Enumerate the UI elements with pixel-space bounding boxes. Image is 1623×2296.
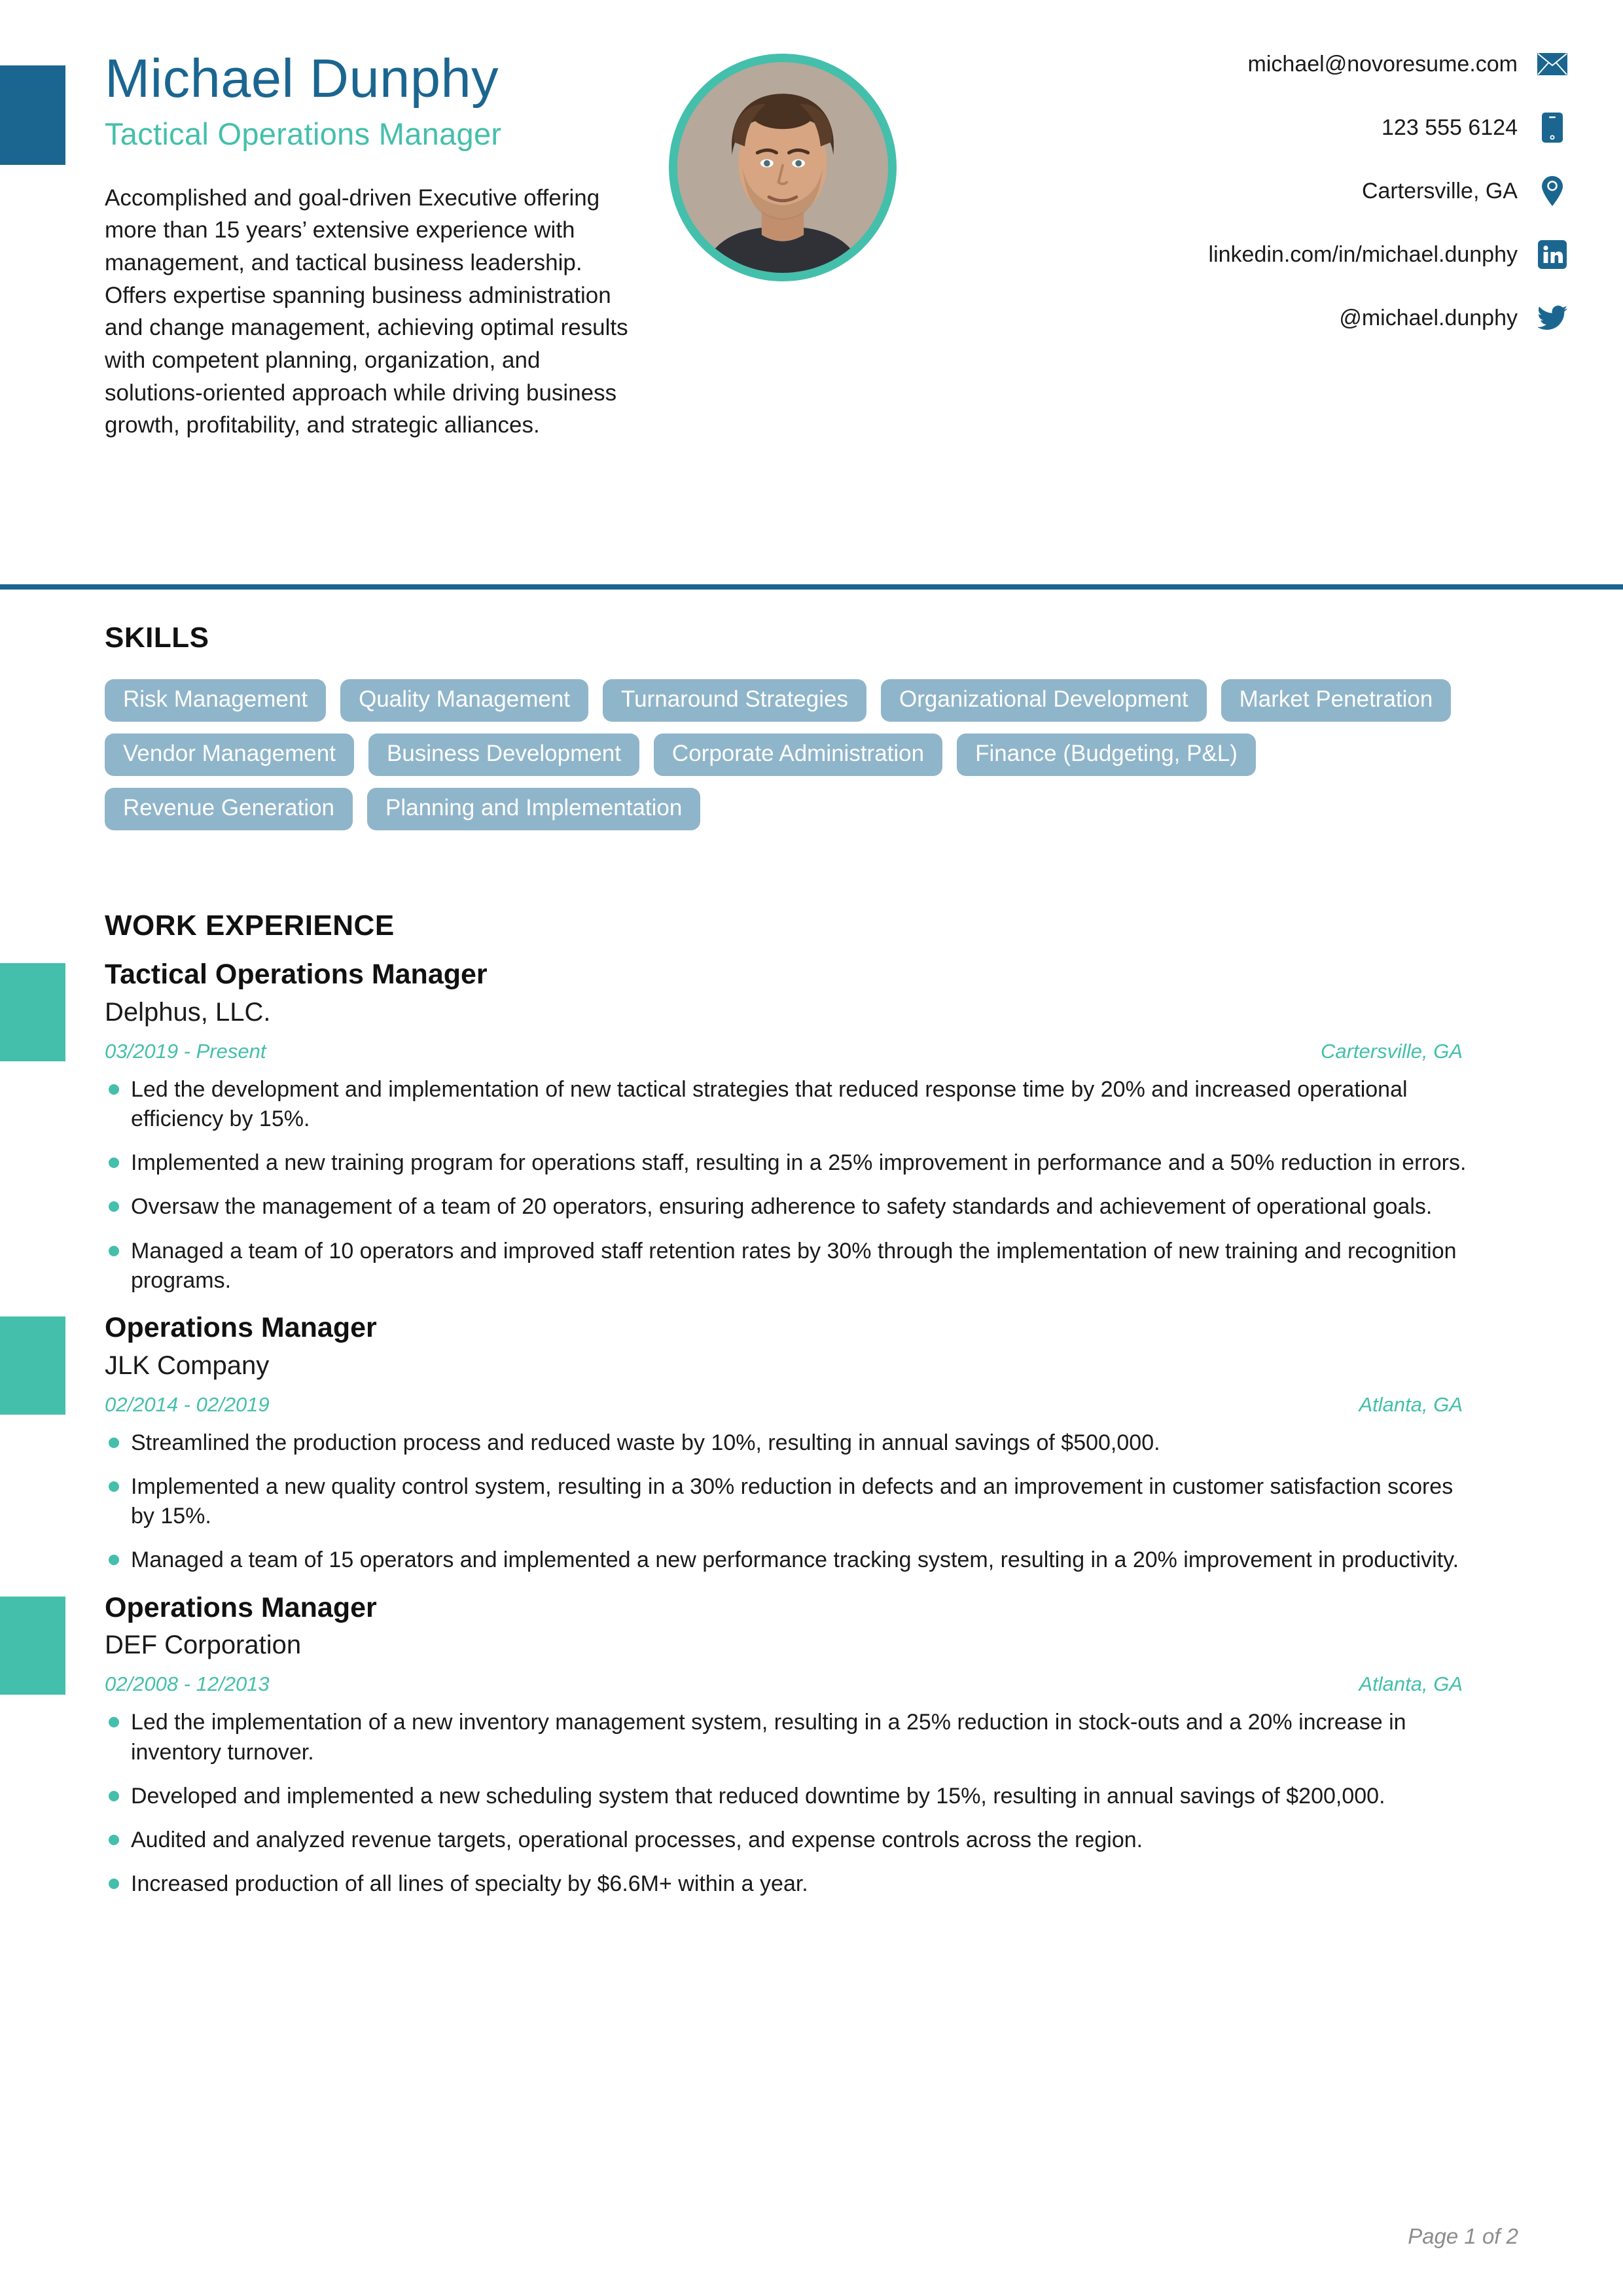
contact-linkedin-value: linkedin.com/in/michael.dunphy xyxy=(1208,241,1518,267)
entry-meta-row xyxy=(105,1393,1463,1417)
entry-teal-accent-block xyxy=(0,963,65,1061)
skill-tag: Planning and Implementation xyxy=(367,788,700,830)
skill-tag: Finance (Budgeting, P&L) xyxy=(957,733,1256,776)
entry-company-name: JLK Company xyxy=(105,1351,270,1380)
header-blue-accent-block xyxy=(0,65,65,165)
work-experience-heading: WORK EXPERIENCE xyxy=(105,910,395,942)
headline-job-title: Tactical Operations Manager xyxy=(105,116,502,151)
skills-heading: SKILLS xyxy=(105,622,209,654)
entry-teal-accent-block xyxy=(0,1597,65,1695)
entry-teal-accent-block xyxy=(0,1316,65,1415)
entry-role-title: Operations Manager xyxy=(105,1591,377,1623)
contact-item-linkedin[interactable] xyxy=(847,238,1567,272)
header-identity xyxy=(105,48,641,442)
skill-tag: Revenue Generation xyxy=(105,788,353,830)
contact-list xyxy=(847,47,1567,364)
skill-tag: Corporate Administration xyxy=(654,733,942,776)
entry-bullet: Implemented a new quality control system, resulting in a 30% reduction in defects and an improvement in customer satisfaction scores by 15%. xyxy=(105,1472,1472,1531)
work-experience-entry xyxy=(105,1591,1531,1899)
entry-role-title: Tactical Operations Manager xyxy=(105,959,488,990)
work-experience-section xyxy=(105,910,1531,1913)
entry-bullet-list xyxy=(105,1075,1472,1296)
entry-bullet: Audited and analyzed revenue targets, operational processes, and expense controls across the region. xyxy=(105,1826,1472,1855)
contact-item-email[interactable] xyxy=(847,47,1567,81)
entry-bullet-list xyxy=(105,1708,1472,1899)
contact-item-phone[interactable] xyxy=(847,111,1567,145)
entry-bullet-list xyxy=(105,1428,1472,1576)
contact-phone-value: 123 555 6124 xyxy=(1382,115,1518,140)
skill-tag: Turnaround Strategies xyxy=(603,679,866,722)
skill-tag: Business Development xyxy=(368,733,639,776)
entry-bullet: Developed and implemented a new scheduling system that reduced downtime by 15%, resulting in annual savings of $200,000. xyxy=(105,1782,1472,1811)
entry-bullet: Managed a team of 10 operators and improved staff retention rates by 30% through the implementation of new training and recognition programs. xyxy=(105,1237,1472,1296)
entry-bullet: Implemented a new training program for operations staff, resulting in a 25% improvement in performance and a 50% reduction in errors. xyxy=(105,1148,1472,1178)
skill-tag: Vendor Management xyxy=(105,733,354,776)
entry-bullet: Led the implementation of a new inventory management system, resulting in a 25% reduction in stock-outs and a 20% increase in inventory turnover. xyxy=(105,1708,1472,1767)
contact-location-value: Cartersville, GA xyxy=(1361,178,1518,203)
entry-date-range: 02/2008 - 12/2013 xyxy=(105,1672,270,1696)
full-name: Michael Dunphy xyxy=(105,48,499,109)
entry-bullet: Managed a team of 15 operators and implemented a new performance tracking system, resulting in a 20% improvement in productivity. xyxy=(105,1545,1472,1575)
skill-tag: Quality Management xyxy=(340,679,588,722)
entry-date-range: 03/2019 - Present xyxy=(105,1039,266,1063)
entry-bullet: Led the development and implementation of new tactical strategies that reduced response time by 20% and increased operational efficiency by 15%. xyxy=(105,1075,1472,1134)
twitter-icon xyxy=(1537,303,1567,333)
skill-tag: Market Penetration xyxy=(1221,679,1452,722)
entry-bullet: Streamlined the production process and reduced waste by 10%, resulting in annual savings of $500,000. xyxy=(105,1428,1472,1458)
profile-summary: Accomplished and goal-driven Executive offering more than 15 years’ extensive experience with management, and tactical business leadership. Offers expertise spanning business administration and change management, achieving optimal results with competent planning, organization, and solutions-oriented approach while driving business growth, profitability, and strategic alliances. xyxy=(105,185,628,438)
location-icon xyxy=(1537,176,1567,206)
entry-date-range: 02/2014 - 02/2019 xyxy=(105,1392,270,1416)
contact-item-twitter[interactable] xyxy=(847,301,1567,335)
entry-company-name: Delphus, LLC. xyxy=(105,997,271,1027)
linkedin-icon xyxy=(1537,239,1567,270)
entry-location: Cartersville, GA xyxy=(1320,1039,1463,1063)
contact-email-value: michael@novoresume.com xyxy=(1247,51,1518,77)
contact-twitter-value: @michael.dunphy xyxy=(1339,305,1518,330)
contact-item-location[interactable] xyxy=(847,174,1567,208)
entry-meta-row xyxy=(105,1672,1463,1696)
phone-icon xyxy=(1537,113,1567,143)
entry-role-title: Operations Manager xyxy=(105,1312,377,1344)
entry-location: Atlanta, GA xyxy=(1359,1672,1463,1696)
work-experience-entry xyxy=(105,1311,1531,1576)
work-experience-entry xyxy=(105,958,1531,1296)
header-divider xyxy=(0,584,1623,590)
entry-company-name: DEF Corporation xyxy=(105,1631,302,1660)
page-number-footer: Page 1 of 2 xyxy=(1408,2224,1518,2248)
entry-bullet: Oversaw the management of a team of 20 operators, ensuring adherence to safety standards and achievement of operational goals. xyxy=(105,1192,1472,1222)
skills-section xyxy=(105,622,1531,830)
resume-header xyxy=(0,0,1623,588)
skill-tag: Risk Management xyxy=(105,679,326,722)
entry-bullet: Increased production of all lines of specialty by $6.6M+ within a year. xyxy=(105,1869,1472,1899)
entry-location: Atlanta, GA xyxy=(1359,1392,1463,1416)
skill-tag: Organizational Development xyxy=(881,679,1207,722)
skills-tag-list xyxy=(105,679,1472,830)
entry-meta-row xyxy=(105,1040,1463,1063)
email-icon xyxy=(1537,49,1567,79)
